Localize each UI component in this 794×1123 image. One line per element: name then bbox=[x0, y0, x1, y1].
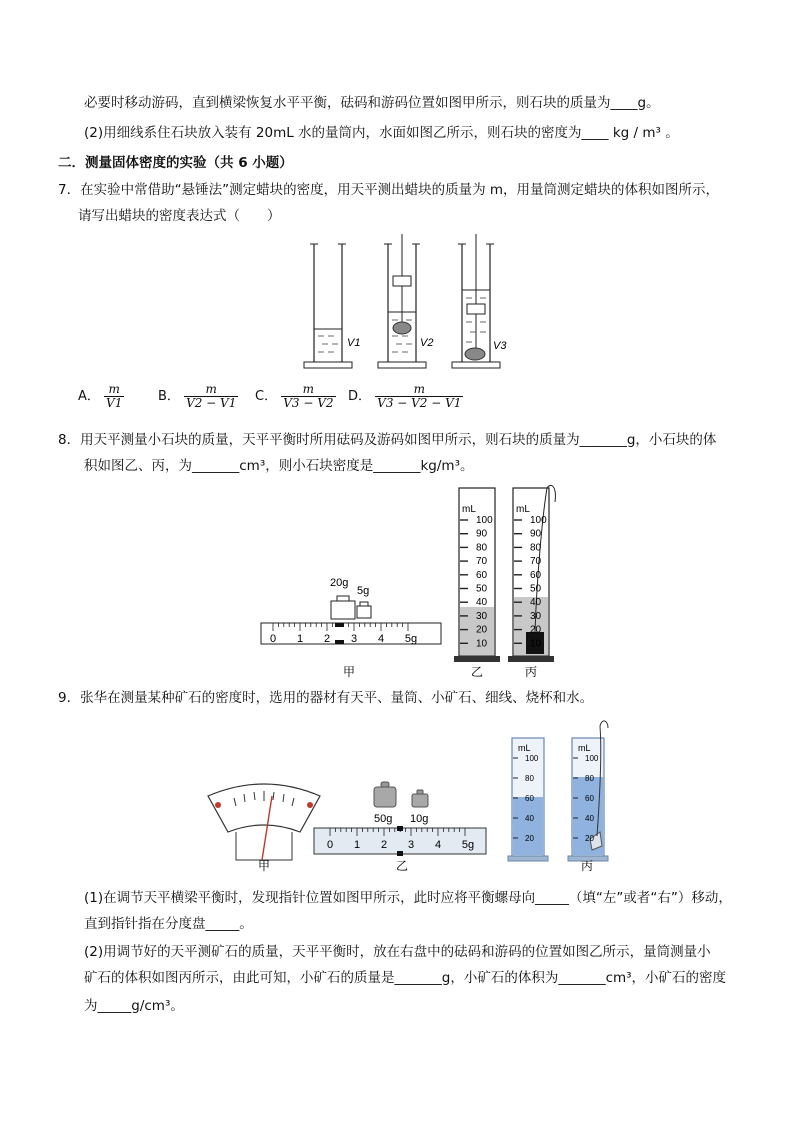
q8-cyl-yi-label-2: 80 bbox=[476, 542, 488, 554]
q9-weight-10g bbox=[412, 790, 428, 807]
q9-pointer-dial bbox=[208, 784, 320, 860]
q8-cyl-bing-label-5: 50 bbox=[530, 583, 542, 595]
section-title: 二．测量固体密度的实验（共 6 小题） bbox=[58, 155, 293, 171]
q8-cyl-yi-label-5: 50 bbox=[476, 583, 488, 595]
q8-cyl-bing-label-2: 80 bbox=[530, 542, 542, 554]
q7-cylinder-1 bbox=[304, 244, 352, 368]
q8-cyl-yi-label-4: 60 bbox=[476, 569, 488, 581]
q8-ruler-tick-0: 0 bbox=[269, 633, 277, 645]
q9-ruler-tick-1: 1 bbox=[353, 839, 361, 851]
q8-cyl-bing-label-9: 10 bbox=[530, 638, 542, 650]
q8-cyl-bing-label-8: 20 bbox=[530, 624, 542, 636]
q8-weight-5g bbox=[357, 602, 371, 618]
q9-cyl-right-label-3: 40 bbox=[585, 814, 594, 823]
q9-beam-ruler bbox=[314, 826, 486, 856]
q9-cyl-left-label-0: 100 bbox=[525, 754, 539, 763]
q8-line1: 8．用天平测量小石块的质量，天平平衡时所用砝码及游码如图甲所示，则石块的质量为_______g，小石块的体 bbox=[58, 432, 717, 448]
q9-part2-line2: 矿石的体积如图丙所示，由此可知，小矿石的质量是_______g，小矿石的体积为_______cm³，小矿石的密度 bbox=[84, 970, 727, 986]
q9-cyl-right-label-2: 60 bbox=[585, 794, 594, 803]
q7-cylinders-figure bbox=[300, 232, 540, 372]
q9-part2-line3: 为_____g/cm³。 bbox=[84, 998, 184, 1014]
q8-weight-5g-label: 5g bbox=[357, 585, 370, 597]
q8-caption-jia: 甲 bbox=[343, 665, 356, 679]
q7-line2: 请写出蜡块的密度表达式（ ） bbox=[78, 208, 281, 224]
q8-line2: 积如图乙、丙，为_______cm³，则小石块密度是_______kg/m³。 bbox=[84, 458, 474, 474]
q9-caption-bing: 丙 bbox=[581, 859, 594, 873]
q7-option-d[interactable]: D． $\frac{m}{V3 - V2 - V1}$ bbox=[348, 382, 462, 410]
q9-weight-50g bbox=[374, 782, 396, 807]
q8-cyl-yi-label-0: 100 bbox=[476, 515, 493, 526]
q8-cyl-yi-label-7: 30 bbox=[476, 610, 488, 622]
q6-line1: 必要时移动游码，直到横梁恢复水平平衡，砝码和游码位置如图甲所示，则石块的质量为____g。 bbox=[84, 95, 660, 111]
q8-cyl-yi-label-1: 90 bbox=[476, 528, 488, 540]
q9-figure bbox=[200, 714, 620, 874]
q7-cylinder-2 bbox=[378, 234, 426, 368]
q9-cyl-right-unit: mL bbox=[578, 743, 591, 753]
q8-figure bbox=[255, 482, 595, 682]
q9-ruler-tick-2: 2 bbox=[380, 839, 388, 851]
q8-weight-20g-label: 20g bbox=[330, 577, 349, 589]
q9-part2-line1: (2)用调节好的天平测矿石的质量，天平平衡时，放在右盘中的砝码和游码的位置如图乙所示，量筒测量小 bbox=[84, 944, 711, 960]
q8-cyl-bing-unit: mL bbox=[516, 504, 530, 515]
q6-line2: (2)用细线系住石块放入装有 20mL 水的量筒内，水面如图乙所示，则石块的密度为____ kg / m³ 。 bbox=[84, 125, 679, 141]
q8-cyl-bing-label-4: 60 bbox=[530, 569, 542, 581]
q7-label-v1: V1 bbox=[347, 337, 361, 349]
q7-label-v3: V3 bbox=[493, 340, 507, 352]
q8-cyl-bing-label-3: 70 bbox=[530, 556, 542, 568]
q7-option-a[interactable]: A． $\frac{m}{V1}$ bbox=[78, 382, 123, 410]
q8-cyl-yi-label-9: 10 bbox=[476, 638, 488, 650]
q9-cyl-left-unit: mL bbox=[518, 743, 531, 753]
q9-line1: 9．张华在测量某种矿石的密度时，选用的器材有天平、量筒、小矿石、细线、烧杯和水。 bbox=[58, 690, 594, 706]
q9-ruler-tick-4: 4 bbox=[434, 839, 442, 851]
q8-cyl-bing-label-7: 30 bbox=[530, 610, 542, 622]
q8-weight-20g bbox=[331, 596, 355, 619]
q8-cyl-yi-unit: mL bbox=[462, 504, 476, 515]
q8-cyl-yi-label-8: 20 bbox=[476, 624, 488, 636]
q7-option-c[interactable]: C． $\frac{m}{V3 - V2}$ bbox=[255, 382, 334, 410]
q9-ruler-tick-3: 3 bbox=[407, 839, 415, 851]
q8-caption-bing: 丙 bbox=[525, 665, 538, 679]
q9-ruler-tick-5: 5g bbox=[461, 839, 475, 851]
q9-ruler-tick-0: 0 bbox=[326, 839, 334, 851]
q7-option-b[interactable]: B． $\frac{m}{V2 - V1}$ bbox=[158, 382, 237, 410]
q9-cyl-left-label-1: 80 bbox=[525, 774, 534, 783]
q9-weight-10g-label: 10g bbox=[410, 813, 429, 825]
q9-cyl-right-label-1: 80 bbox=[585, 774, 594, 783]
q8-cyl-yi-label-6: 40 bbox=[476, 597, 488, 609]
q8-cyl-bing-label-6: 40 bbox=[530, 597, 542, 609]
q9-cyl-left-label-2: 60 bbox=[525, 794, 534, 803]
q9-weight-50g-label: 50g bbox=[374, 813, 393, 825]
q8-ruler-tick-3: 3 bbox=[350, 633, 358, 645]
q8-cyl-yi-label-3: 70 bbox=[476, 556, 488, 568]
q8-ruler-tick-5: 5g bbox=[404, 633, 418, 645]
q7-line1: 7．在实验中常借助“悬锤法”测定蜡块的密度，用天平测出蜡块的质量为 m，用量筒测定蜡块的体积如图所示， bbox=[58, 182, 720, 198]
q8-caption-yi: 乙 bbox=[471, 665, 484, 679]
q9-cyl-left-label-4: 20 bbox=[525, 834, 534, 843]
q7-label-v2: V2 bbox=[420, 337, 434, 349]
q9-part1-line1: (1)在调节天平横梁平衡时，发现指针位置如图甲所示，此时应将平衡螺母向_____（填“左”或者“右”）移动， bbox=[84, 890, 732, 906]
q8-ruler-tick-2: 2 bbox=[323, 633, 331, 645]
q9-part1-line2: 直到指针指在分度盘_____。 bbox=[84, 916, 253, 932]
q8-ruler-tick-4: 4 bbox=[377, 633, 385, 645]
q9-caption-jia: 甲 bbox=[258, 859, 271, 873]
q9-caption-yi: 乙 bbox=[396, 859, 409, 873]
q9-cyl-right-label-4: 20 bbox=[585, 834, 594, 843]
q8-cyl-bing-label-1: 90 bbox=[530, 528, 542, 540]
q9-cyl-right-label-0: 100 bbox=[585, 754, 599, 763]
q8-ruler-tick-1: 1 bbox=[296, 633, 304, 645]
q9-cyl-left-label-3: 40 bbox=[525, 814, 534, 823]
q8-cyl-bing-label-0: 100 bbox=[530, 515, 547, 526]
